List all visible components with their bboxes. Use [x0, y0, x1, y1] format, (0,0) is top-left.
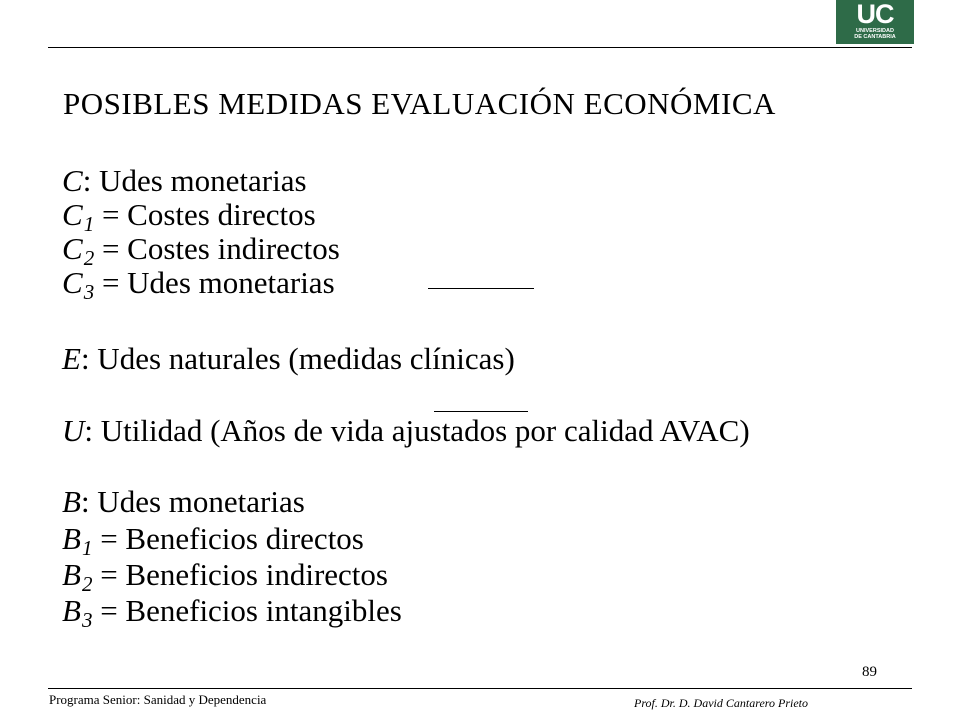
page-number: 89 [862, 664, 877, 680]
benefits-item-subscript: 3 [81, 608, 93, 632]
benefits-item-2 [62, 558, 388, 595]
benefits-item-subscript: 2 [81, 572, 93, 596]
costs-main-line [62, 164, 307, 198]
benefits-item-text: = Beneficios indirectos [92, 557, 388, 592]
costs-item-subscript: 1 [83, 212, 95, 236]
footer-author: Prof. Dr. D. David Cantarero Prieto [634, 696, 808, 710]
utility-line [62, 414, 750, 448]
costs-item-text: = Costes indirectos [94, 231, 340, 266]
costs-item-symbol: C [62, 231, 83, 266]
costs-item-3 [62, 266, 335, 303]
logo-mark: UC [856, 0, 894, 29]
benefits-item-3 [62, 594, 402, 631]
effects-line [62, 342, 515, 376]
costs-item-1 [62, 198, 316, 235]
costs-item-symbol: C [62, 197, 83, 232]
benefits-item-1 [62, 522, 364, 559]
slide-title: POSIBLES MEDIDAS EVALUACIÓN ECONÓMICA [63, 86, 776, 121]
logo-line-2: DE CANTABRIA [854, 34, 896, 40]
benefits-main-line [62, 485, 305, 519]
benefits-main-text: : Udes monetarias [80, 484, 305, 519]
costs-item-subscript: 2 [83, 246, 95, 270]
annotation-overline [434, 411, 528, 412]
effects-text: : Udes naturales (medidas clínicas) [80, 341, 515, 376]
costs-item-2 [62, 232, 340, 269]
costs-item-symbol: C [62, 265, 83, 300]
benefits-item-text: = Beneficios directos [92, 521, 364, 556]
costs-symbol: C [62, 163, 83, 198]
logo-line-1: UNIVERSIDAD [856, 28, 894, 34]
university-logo [836, 0, 914, 44]
benefits-item-text: = Beneficios intangibles [92, 593, 402, 628]
benefits-item-symbol: B [62, 521, 81, 556]
costs-item-text: = Costes directos [94, 197, 316, 232]
costs-item-subscript: 3 [83, 280, 95, 304]
utility-text: : Utilidad (Años de vida ajustados por calidad AVAC) [84, 413, 750, 448]
benefits-symbol: B [62, 484, 81, 519]
costs-item-text: = Udes monetarias [94, 265, 335, 300]
annotation-line [428, 288, 534, 289]
benefits-item-subscript: 1 [81, 536, 93, 560]
benefits-item-symbol: B [62, 593, 81, 628]
footer-rule [48, 688, 912, 689]
costs-main-text: : Udes monetarias [82, 163, 307, 198]
header-rule [48, 47, 912, 48]
utility-symbol: U [62, 413, 85, 448]
benefits-item-symbol: B [62, 557, 81, 592]
footer-program: Programa Senior: Sanidad y Dependencia [49, 692, 267, 707]
effects-symbol: E [62, 341, 81, 376]
